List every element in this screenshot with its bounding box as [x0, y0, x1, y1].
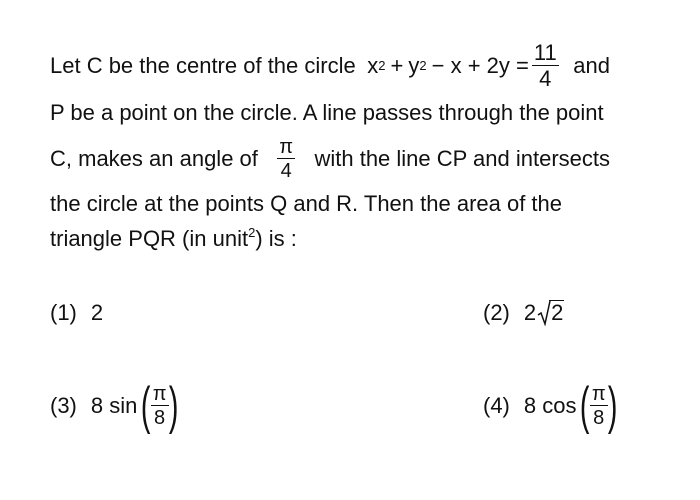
line3-text-start: C, makes an angle of — [50, 146, 258, 171]
question-line-1 — [50, 42, 610, 90]
option-3-fraction — [151, 384, 169, 428]
line5-text-start: triangle PQR (in unit — [50, 226, 249, 251]
right-paren: ) — [168, 377, 178, 435]
option-4-denominator: 8 — [593, 407, 605, 429]
option-1[interactable] — [50, 300, 103, 326]
option-2[interactable] — [483, 300, 564, 326]
left-paren: ( — [580, 377, 590, 435]
line5-text-end: ) is : — [255, 226, 297, 251]
option-4-label: (4) — [483, 393, 510, 418]
option-1-label: (1) — [50, 300, 77, 325]
square-root — [537, 300, 564, 326]
option-2-coefficient: 2 — [523, 300, 537, 325]
right-paren: ) — [607, 377, 618, 435]
option-3-denominator: 8 — [154, 407, 166, 429]
option-2-label: (2) — [483, 300, 510, 325]
question-text-and: and — [573, 53, 610, 78]
fraction-denominator: 4 — [539, 66, 552, 91]
circle-equation: x 2 + y 2 − x + 2y = $\frac{11}{4}$ — [367, 40, 557, 91]
option-4-numerator: π — [591, 383, 606, 405]
equation-y: y — [408, 53, 420, 78]
option-4[interactable] — [483, 377, 621, 435]
option-4-fraction — [590, 384, 608, 428]
question-line-5 — [50, 225, 297, 251]
equation-rest: − x + 2y = — [431, 53, 529, 78]
option-3-paren-group — [137, 377, 181, 435]
left-paren: ( — [141, 377, 151, 435]
option-3-numerator: π — [152, 383, 167, 405]
fraction-numerator: 11 — [533, 40, 557, 65]
angle-fraction — [277, 137, 295, 181]
angle-denominator: 4 — [280, 160, 292, 182]
option-1-value: 2 — [90, 300, 104, 325]
option-3[interactable] — [50, 377, 182, 435]
option-3-label: (3) — [50, 393, 77, 418]
option-4-prefix: 8 cos — [523, 393, 577, 418]
equation-x: x — [367, 53, 379, 78]
unit-exponent: 2 — [248, 225, 256, 240]
question-line-4: the circle at the points Q and R. Then the area of the — [50, 191, 563, 216]
line3-text-end: with the line CP and intersects — [314, 146, 610, 171]
question-line-2: P be a point on the circle. A line passes through the point — [50, 100, 604, 125]
angle-numerator: π — [279, 136, 294, 158]
question-line-3 — [50, 137, 610, 181]
radicand: 2 — [551, 300, 564, 325]
option-3-prefix: 8 sin — [90, 393, 138, 418]
radical-sign-icon — [537, 300, 551, 326]
question-text-start: Let C be the centre of the circle — [50, 53, 356, 78]
equation-fraction — [532, 42, 559, 90]
option-4-paren-group — [576, 377, 620, 435]
equation-plus: + — [390, 53, 404, 78]
